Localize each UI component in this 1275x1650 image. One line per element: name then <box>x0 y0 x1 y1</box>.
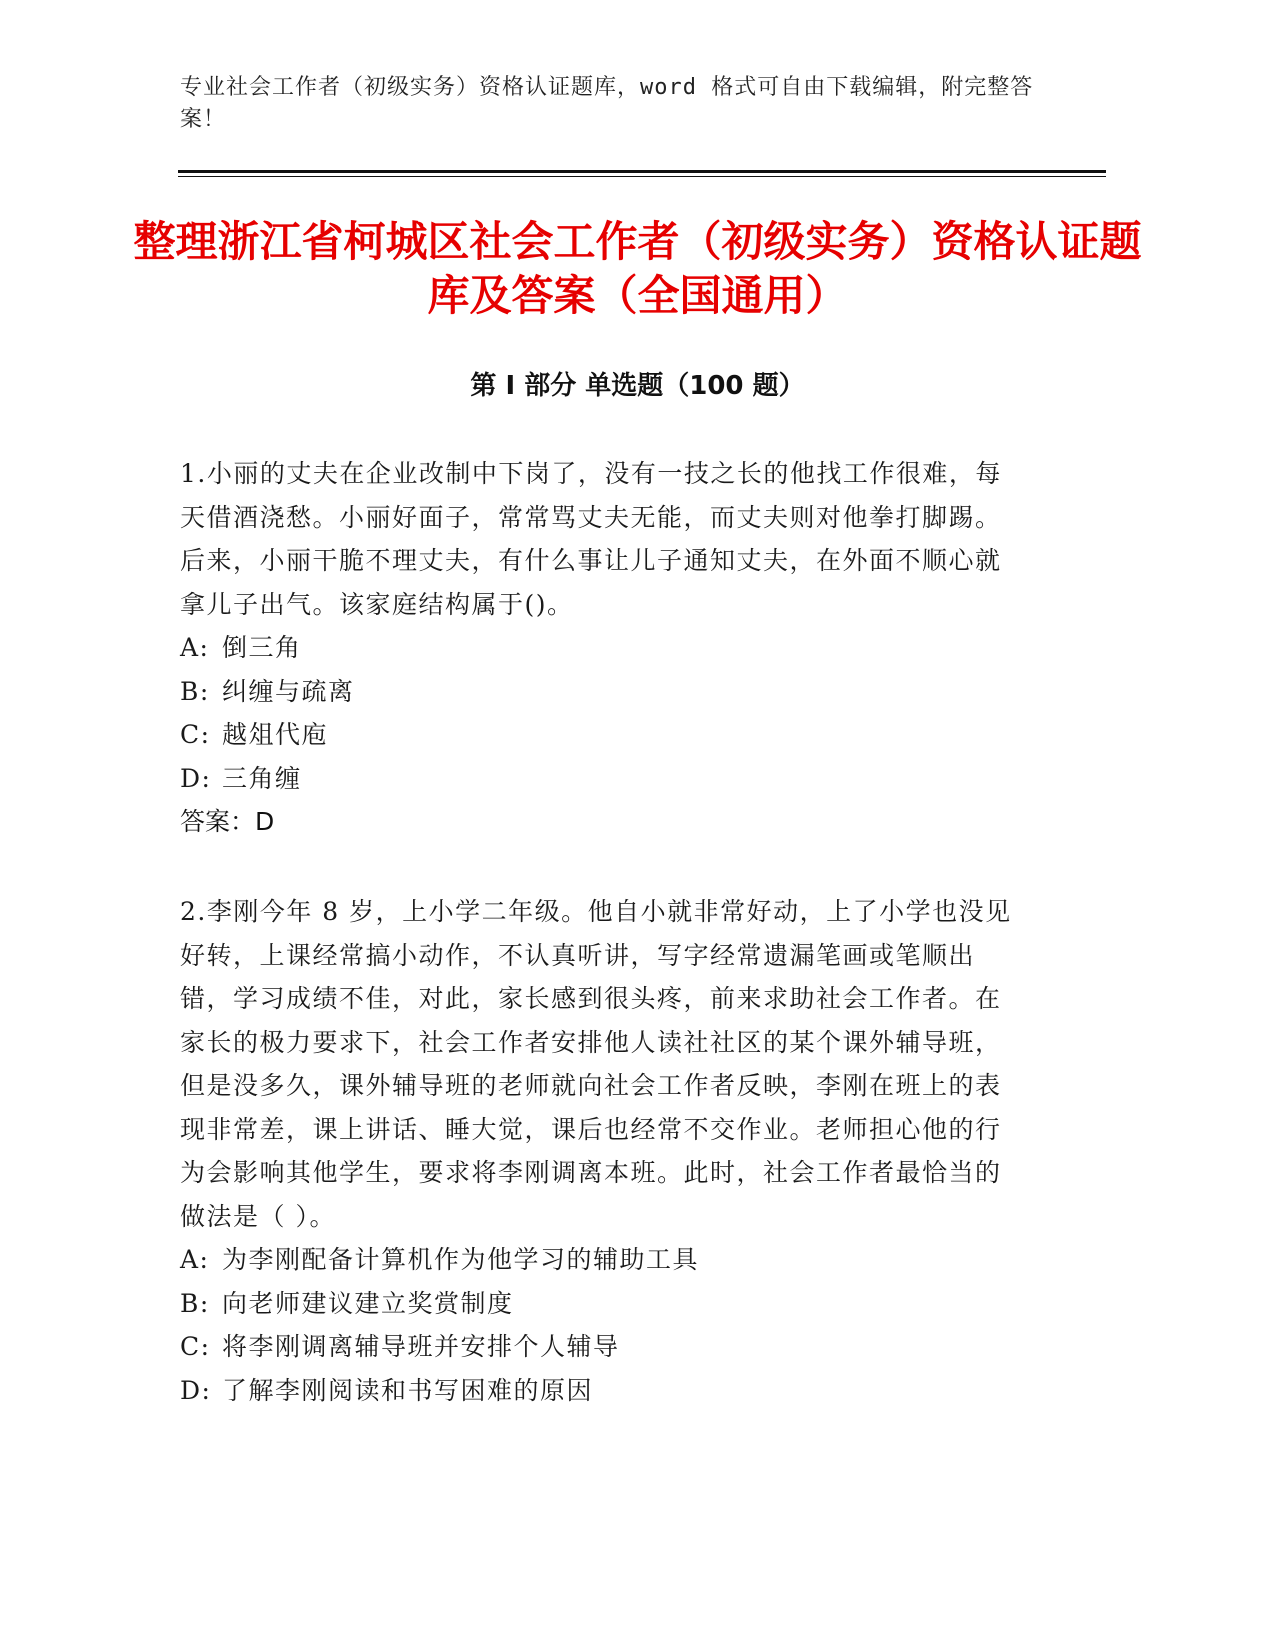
document-title: 整理浙江省柯城区社会工作者（初级实务）资格认证题库及答案（全国通用） <box>133 217 1142 320</box>
option-text: 向老师建议建立奖赏制度 <box>222 1288 514 1318</box>
option-text: 三角缠 <box>222 763 302 793</box>
option-d <box>180 1369 1015 1413</box>
option-key: A: <box>180 633 210 662</box>
header-rule-thin <box>178 176 1106 177</box>
option-c <box>180 713 1015 757</box>
section-title: 第 I 部分 单选题（100 题） <box>470 371 805 401</box>
option-text: 倒三角 <box>222 633 302 662</box>
option-key: B: <box>180 1288 210 1318</box>
option-a <box>180 1238 1015 1282</box>
option-c <box>180 1325 1015 1369</box>
option-key: C: <box>180 1332 211 1361</box>
question-1 <box>180 452 1015 844</box>
question-stem: 1.小丽的丈夫在企业改制中下岗了，没有一技之长的他找工作很难，每天借酒浇愁。小丽好面子，常常骂丈夫无能，而丈夫则对他拳打脚踢。后来，小丽干脆不理丈夫，有什么事让儿子通知丈夫，在外面不顺心就拿儿子出气。该家庭结构属于()。 <box>180 459 1002 619</box>
option-text: 纠缠与疏离 <box>222 676 355 706</box>
option-key: B: <box>180 676 210 706</box>
option-text: 将李刚调离辅导班并安排个人辅导 <box>222 1332 620 1361</box>
option-a <box>180 626 1015 670</box>
option-d <box>180 757 1015 801</box>
answer-line: 答案：D <box>180 807 275 836</box>
header-note: 专业社会工作者（初级实务）资格认证题库，word 格式可自由下载编辑，附完整答案！ <box>180 75 1034 132</box>
option-key: C: <box>180 720 211 749</box>
option-b <box>180 1282 1015 1326</box>
option-key: A: <box>180 1245 210 1274</box>
option-text: 为李刚配备计算机作为他学习的辅助工具 <box>222 1245 700 1274</box>
option-key: D: <box>180 1375 212 1405</box>
option-text: 了解李刚阅读和书写困难的原因 <box>222 1375 594 1405</box>
question-stem: 2.李刚今年 8 岁，上小学二年级。他自小就非常好动，上了小学也没见好转，上课经常搞小动作，不认真听讲，写字经常遗漏笔画或笔顺出错，学习成绩不佳，对此，家长感到很头疼，前来求助社会工作者。在家长的极力要求下，社会工作者安排他人读社社区的某个课外辅导班，但是没多久，课外辅导班的老师就向社会工作者反映，李刚在班上的表现非常差，课上讲话、睡大觉，课后也经常不交作业。老师担心他的行为会影响其他学生，要求将李刚调离本班。此时，社会工作者最恰当的做法是（ ）。 <box>180 897 1012 1231</box>
question-2 <box>180 890 1015 1412</box>
option-text: 越俎代庖 <box>222 720 329 749</box>
option-b <box>180 670 1015 714</box>
header-rule-thick <box>178 170 1106 173</box>
option-key: D: <box>180 763 212 793</box>
